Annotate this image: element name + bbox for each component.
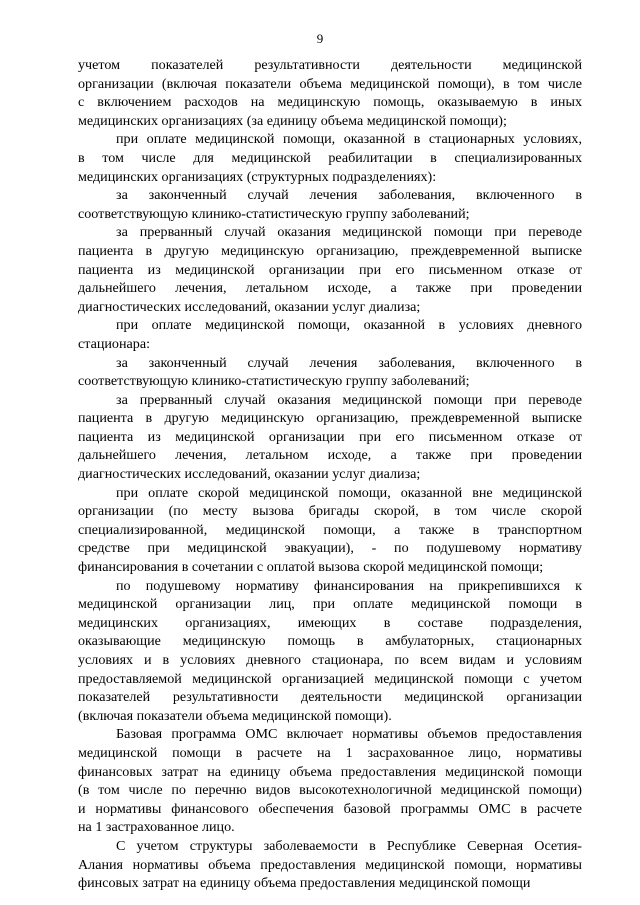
text-line: С учетом структуры заболеваемости в Республике Северная Осетия- (116, 837, 582, 854)
text-line: финансирования в сочетании с оплатой вызова скорой медицинской помощи; (78, 559, 544, 576)
text-line: Базовая программа ОМС включает нормативы объемов предоставления (116, 726, 582, 743)
document-body (78, 56, 582, 893)
text-line: и нормативы финансового обеспечения базовой программы ОМС в расчете (78, 800, 582, 817)
text-line: на 1 застрахованное лицо. (78, 819, 235, 836)
text-line: предоставляемой медицинской организацией медицинской помощи с учетом (78, 670, 582, 687)
text-line: диагностических исследований, оказании услуг диализа; (78, 298, 421, 315)
text-line: за законченный случай лечения заболевания, включенного в (116, 187, 582, 204)
paragraph (78, 391, 582, 484)
text-line: пациента в другую медицинскую организацию, преждевременной выписке (78, 242, 582, 259)
text-line: пациента из медицинской организации при его письменном отказе от (78, 261, 582, 278)
text-line: медицинской помощи в расчете на 1 засрахованное лицо, нормативы (78, 744, 582, 761)
text-line: специализированной, медицинской помощи, а также в транспортном (78, 521, 582, 538)
text-line: медицинской организации лиц, при оплате медицинской помощи в (78, 596, 582, 613)
paragraph (78, 56, 582, 130)
text-line: с включением расходов на медицинскую помощь, оказываемую в иных (78, 94, 582, 111)
paragraph (78, 837, 582, 893)
text-line: за прерванный случай оказания медицинской помощи при переводе (116, 224, 582, 241)
text-line: соответствующую клинико-статистическую группу заболеваний; (78, 205, 470, 222)
text-line: (в том числе по перечню видов высокотехнологичной медицинской помощи) (78, 782, 582, 799)
text-line: условиях и в условиях дневного стационара, по всем видам и условиям (78, 652, 582, 668)
text-line: организации (включая показатели объема медицинской помощи), в том числе (78, 75, 582, 92)
text-line: за прерванный случай оказания медицинской помощи при переводе (116, 391, 582, 408)
paragraph (78, 130, 582, 186)
text-line: при оплате скорой медицинской помощи, оказанной вне медицинской (116, 484, 582, 501)
text-line: при оплате медицинской помощи, оказанной в стационарных условиях, (116, 131, 582, 148)
text-line: Алания нормативы объема предоставления медицинской помощи, нормативы (78, 856, 582, 873)
text-line: по подушевому нормативу финансирования на прикрепившихся к (116, 577, 582, 594)
text-line: (включая показатели объема медицинской помощи). (78, 707, 392, 724)
paragraph (78, 223, 582, 316)
paragraph (78, 316, 582, 353)
text-line: организации (по месту вызова бригады скорой, в том числе скорой (78, 503, 582, 520)
paragraph (78, 186, 582, 223)
text-line: учетом показателей результативности деятельности медицинской (78, 57, 582, 73)
paragraph (78, 577, 582, 726)
text-line: средстве при медицинской эвакуации), - по подушевому нормативу (78, 540, 582, 557)
text-line: за законченный случай лечения заболевания, включенного в (116, 354, 582, 371)
paragraph (78, 354, 582, 391)
text-line: медицинских организациях (за единицу объема медицинской помощи); (78, 112, 507, 129)
text-line: показателей результативности деятельности медицинской организации (78, 689, 582, 706)
text-line: медицинских организациях (структурных подразделениях): (78, 168, 437, 185)
text-line: пациента в другую медицинскую организацию, преждевременной выписке (78, 410, 582, 427)
text-line: оказывающие медицинскую помощь в амбулаторных, стационарных (78, 633, 582, 650)
text-line: стационара: (78, 335, 150, 352)
text-line: в том числе для медицинской реабилитации в специализированных (78, 149, 582, 166)
text-line: медицинских организациях, имеющих в составе подразделения, (78, 614, 582, 631)
text-line: пациента из медицинской организации при его письменном отказе от (78, 428, 582, 445)
page-number: 9 (316, 31, 324, 46)
text-line: при оплате медицинской помощи, оказанной в условиях дневного (116, 317, 582, 334)
paragraph (78, 484, 582, 577)
text-line: диагностических исследований, оказании услуг диализа; (78, 466, 421, 483)
paragraph (78, 725, 582, 837)
text-line: финансовых затрат на единицу объема предоставления медицинской помощи (78, 763, 582, 780)
text-line: дальнейшего лечения, летальном исходе, а также при проведении (78, 280, 582, 297)
text-line: соответствующую клинико-статистическую группу заболеваний; (78, 373, 470, 390)
text-line: дальнейшего лечения, летальном исходе, а также при проведении (78, 447, 582, 464)
text-line: финсовых затрат на единицу объема предоставления медицинской помощи (78, 875, 531, 892)
